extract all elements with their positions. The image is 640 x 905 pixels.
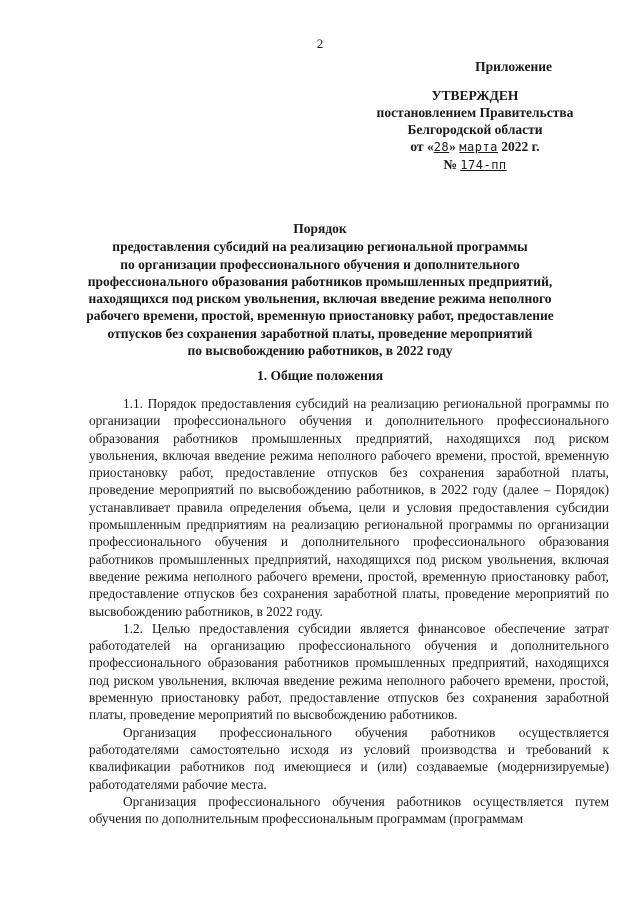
title-line: по организации профессионального обучения и дополнительного (120, 256, 520, 272)
paragraph: 1.1. Порядок предоставления субсидий на реализацию региональной программы по организации профессионального обучения и дополнительного профессионального образования работников промышленных предприятий, находящихся под риском увольнения, включая введение режима неполного рабочего времени, простой, временную приостановку работ, предоставление отпусков без сохранения заработной платы, проведение мероприятий по высвобождению работников, в 2022 году (далее – Порядок) устанавливает правила определения объема, цели и условия предоставления субсидии промышленным предприятиям на реализацию региональной программы по организации профессионального обучения и дополнительного профессионального образования работников промышленных предприятий, находящихся под риском увольнения, включая введение режима неполного рабочего времени, простой, временную приостановку работ, предоставление отпусков без сохранения заработной платы, проведение мероприятий по высвобождению работников, в 2022 году. (89, 396, 609, 619)
title-line: рабочего времени, простой, временную приостановку работ, предоставление (86, 308, 554, 324)
document-title (85, 220, 555, 359)
title-line: находящихся под риском увольнения, включая введение режима неполного (88, 291, 552, 307)
approval-date: от «28» марта 2022 г. (410, 139, 540, 154)
date-month: марта (459, 140, 498, 154)
page-number: 2 (316, 36, 324, 51)
title-line: отпусков без сохранения заработной платы, проведение мероприятий (107, 325, 533, 341)
document-body (89, 395, 609, 827)
section-heading: 1. Общие положения (256, 368, 384, 383)
approved-label: УТВЕРЖДЕН (431, 88, 519, 103)
approval-number: № 174-пп (443, 157, 507, 172)
title-line: по высвобождению работников, в 2022 году (187, 343, 453, 359)
title-line: профессионального образования работников промышленных предприятий, (87, 273, 553, 289)
paragraph: Организация профессионального обучения работников осуществляется работодателями самостоятельно исходя из условий производства и требований к квалификации работников под имеющиеся и (или) создаваемые (модернизируемые) работодателями рабочие места. (89, 724, 609, 792)
paragraph: Организация профессионального обучения работников осуществляется путем обучения по дополнительным профессиональным программам (программам (89, 793, 609, 827)
appendix-label: Приложение (475, 59, 552, 74)
approval-block (360, 58, 590, 174)
paragraph: 1.2. Целью предоставления субсидии является финансовое обеспечение затрат работодателей на организацию профессионального обучения и дополнительного профессионального образования работников промышленных предприятий, находящихся под риском увольнения, включая введение режима неполного рабочего времени, простой, временную приостановку работ, предоставление отпусков без сохранения заработной платы, проведение мероприятий по высвобождению работников. (89, 620, 609, 723)
number-value: 174-пп (460, 158, 507, 172)
approval-line-1: постановлением Правительства (376, 105, 574, 120)
title-line: предоставления субсидий на реализацию региональной программы (112, 239, 528, 255)
approval-line-2: Белгородской области (407, 122, 543, 137)
date-day: 28 (433, 140, 450, 154)
title-heading: Порядок (293, 221, 347, 236)
